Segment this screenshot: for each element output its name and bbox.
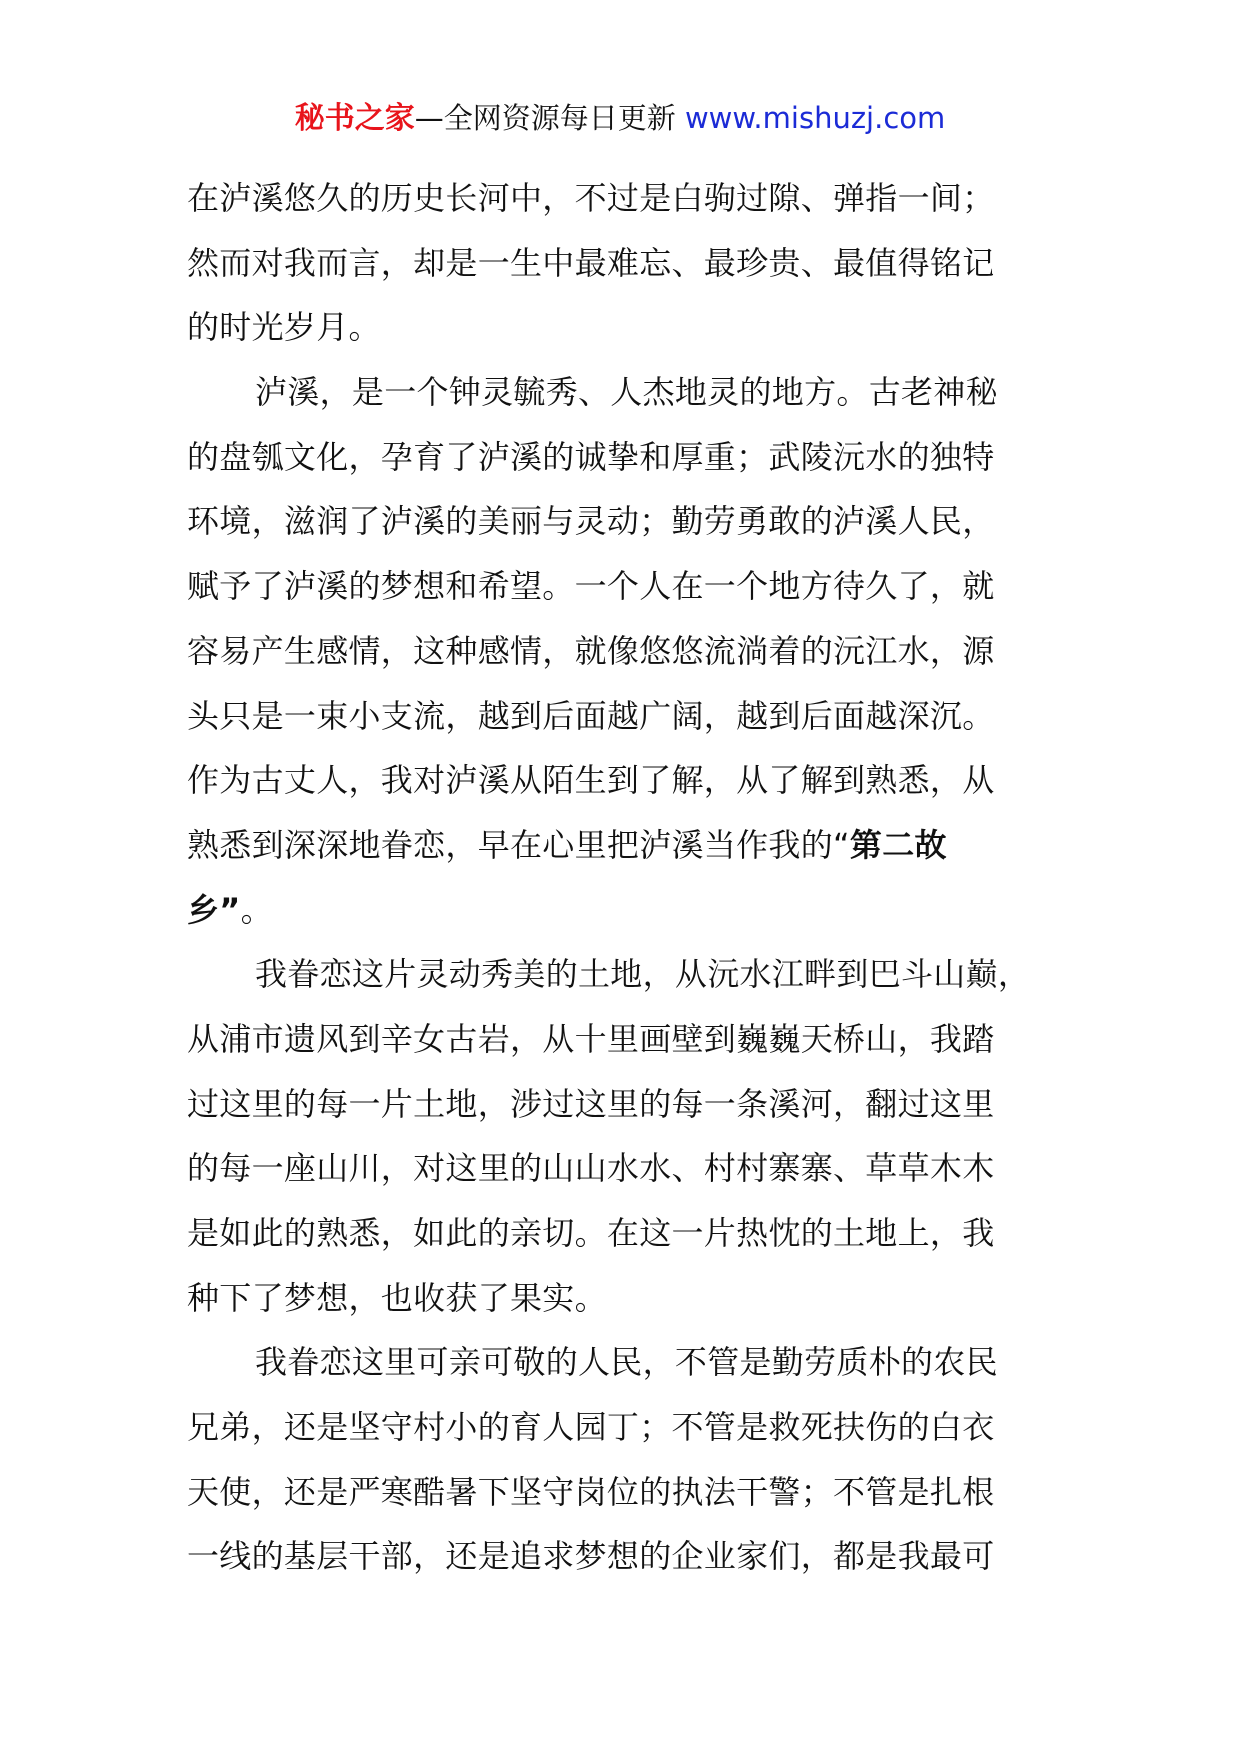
line-text: 容易产生感情，这种感情，就像悠悠流淌着的沅江水，源 [187, 631, 995, 670]
text-line [187, 166, 1067, 231]
text-line [187, 1072, 1067, 1137]
text-line [187, 1395, 1067, 1460]
text-line [187, 295, 1067, 360]
document-body [187, 166, 1067, 1589]
text-line [187, 1201, 1067, 1266]
line-text: 泸溪，是一个钟灵毓秀、人杰地灵的地方。古老神秘 [255, 373, 998, 412]
line-text: 的每一座山川，对这里的山山水水、村村寨寨、草草木木 [187, 1149, 995, 1188]
text-line [187, 231, 1067, 296]
line-tail-text: 。 [240, 890, 273, 929]
site-url-link[interactable]: www.mishuzj.com [684, 101, 946, 135]
text-line [187, 554, 1067, 619]
text-line [187, 360, 1067, 425]
line-bold-text: 乡” [187, 890, 241, 929]
brand-name: 秘书之家 [294, 101, 415, 136]
line-text: 过这里的每一片土地，涉过这里的每一条溪河，翻过这里 [187, 1084, 995, 1123]
text-line [187, 1524, 1067, 1589]
text-line [187, 1007, 1067, 1072]
text-line [187, 1460, 1067, 1525]
line-text: 的时光岁月。 [187, 308, 381, 347]
line-text: 是如此的熟悉，如此的亲切。在这一片热忱的土地上，我 [187, 1214, 995, 1252]
line-text: 赋予了泸溪的梦想和希望。一个人在一个地方待久了，就 [187, 567, 995, 606]
line-text: 的盘瓠文化，孕育了泸溪的诚挚和厚重；武陵沅水的独特 [187, 437, 995, 476]
text-line [187, 1266, 1067, 1331]
line-text: 环境，滋润了泸溪的美丽与灵动；勤劳勇敢的泸溪人民， [187, 502, 995, 541]
text-line [187, 878, 1067, 943]
line-text: 天使，还是严寒酷暑下坚守岗位的执法干警；不管是扎根 [187, 1472, 995, 1511]
text-line [187, 813, 1067, 878]
text-line [187, 748, 1067, 813]
line-bold-text: 第二故 [849, 825, 947, 864]
line-text: 我眷恋这里可亲可敬的人民，不管是勤劳质朴的农民 [255, 1343, 998, 1382]
text-line [187, 489, 1067, 554]
line-text: 兄弟，还是坚守村小的育人园丁；不管是救死扶伤的白衣 [187, 1408, 995, 1447]
line-text: 在泸溪悠久的历史长河中，不过是白驹过隙、弹指一间； [187, 179, 995, 217]
header-slogan: —全网资源每日更新 [414, 101, 685, 135]
line-text: 作为古丈人，我对泸溪从陌生到了解，从了解到熟悉，从 [187, 761, 995, 800]
text-line [187, 684, 1067, 749]
page-header [0, 98, 1240, 139]
line-text: 我眷恋这片灵动秀美的土地，从沅水江畔到巴斗山巅， [255, 955, 1031, 994]
text-line [187, 619, 1067, 684]
text-line [187, 1330, 1067, 1395]
text-line [187, 1136, 1067, 1201]
line-text: 一线的基层干部，还是追求梦想的企业家们，都是我最可 [187, 1537, 995, 1576]
line-text: 然而对我而言，却是一生中最难忘、最珍贵、最值得铭记 [187, 243, 995, 282]
text-line [187, 942, 1067, 1007]
text-line [187, 425, 1067, 490]
line-text: 种下了梦想，也收获了果实。 [187, 1278, 607, 1317]
line-text: 从浦市遗风到辛女古岩，从十里画壁到巍巍天桥山，我踏 [187, 1019, 995, 1058]
line-text: 熟悉到深深地眷恋，早在心里把泸溪当作我的“ [187, 825, 850, 864]
line-text: 头只是一束小支流，越到后面越广阔，越到后面越深沉。 [187, 696, 995, 735]
